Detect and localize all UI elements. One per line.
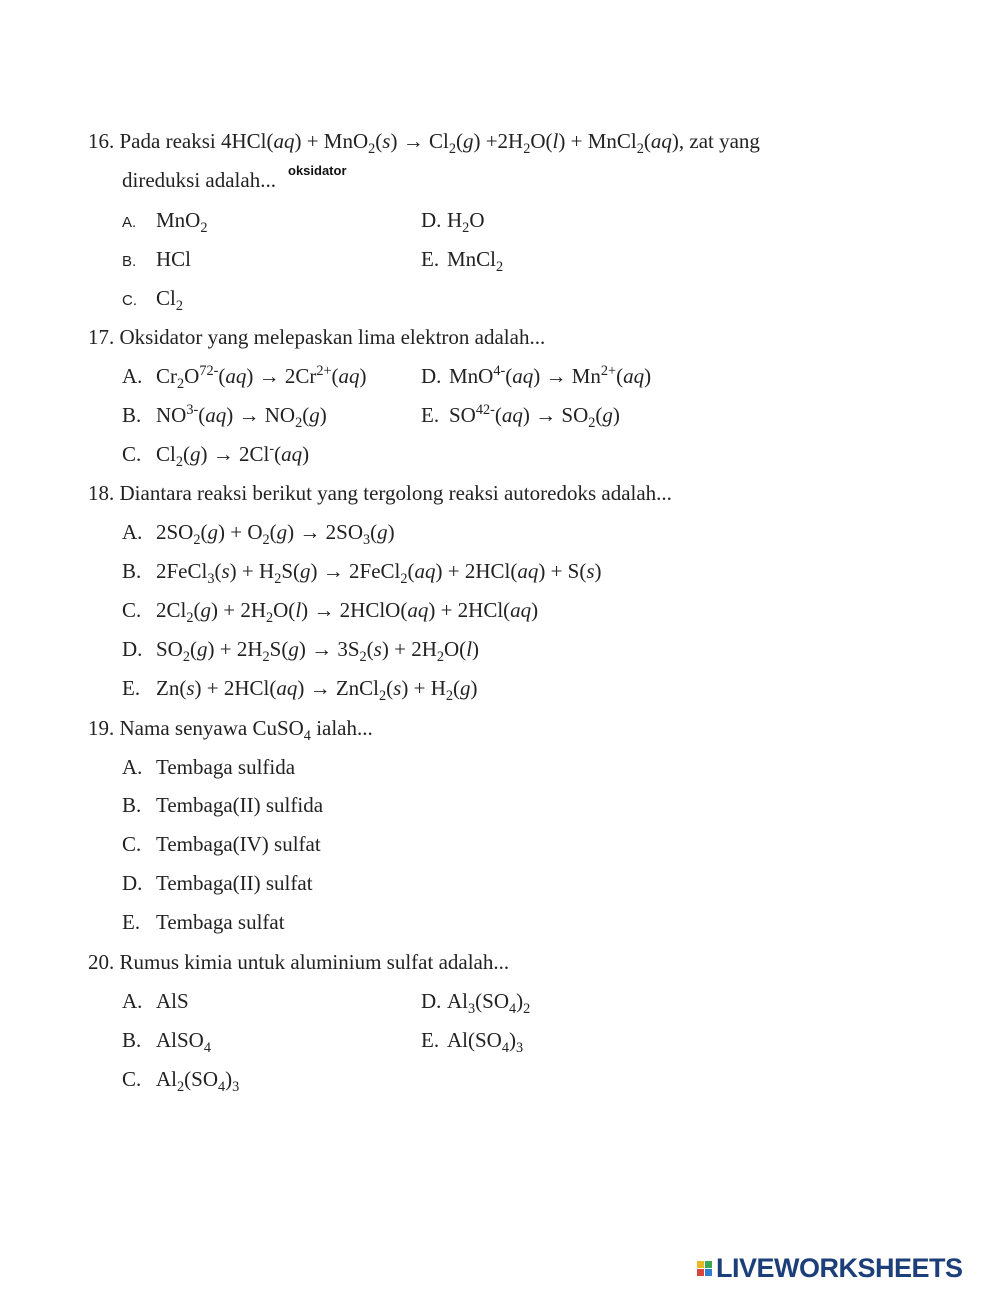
logo-block	[705, 1261, 712, 1268]
question-17-text: Oksidator yang melepaskan lima elektron adalah...	[119, 325, 546, 349]
option-letter: B.	[122, 403, 142, 427]
question-20-text: Rumus kimia untuk aluminium sulfat adalah...	[119, 950, 510, 974]
option-text: $Al(SO_4)_3$	[447, 1028, 524, 1057]
question-16-line-1	[88, 128, 760, 158]
option-letter: B.	[122, 559, 142, 583]
question-20	[88, 949, 509, 975]
question-18-number: 18.	[88, 481, 115, 505]
option-letter: A.	[122, 364, 143, 388]
option-text: $SO^{42-}(aq) \to SO_2(g)$	[449, 402, 620, 432]
option-text: 2FeCl$_3$(s) + $H_2S(g)$ → 2FeCl$_2$(aq) + 2HCl(aq) + S(s)	[156, 559, 602, 588]
q17-option-b[interactable]	[122, 402, 327, 432]
option-letter: D.	[122, 637, 143, 661]
option-text: $NO^{3-}(aq) \to NO_2(g)$	[156, 402, 327, 432]
logo-text: LIVEWORKSHEETS	[716, 1253, 963, 1283]
option-text: $MnO^{4-}(aq) \to Mn^{2+}(aq)$	[449, 363, 652, 388]
question-20-number: 20.	[88, 950, 115, 974]
option-text: Tembaga(IV) sulfat	[156, 832, 321, 856]
q18-option-e[interactable]	[122, 675, 478, 705]
option-text: $2Cl_2(g) + 2H_2O(l)$ → 2HClO(aq) + 2HCl(aq)	[156, 598, 539, 627]
option-letter: A.	[122, 755, 143, 779]
option-text: $Cr_2O^{72-}(aq) \to 2Cr^{2+}(aq)$	[156, 363, 367, 393]
q17-option-e[interactable]	[421, 402, 620, 432]
q20-option-a[interactable]	[122, 988, 189, 1014]
q16-option-c[interactable]	[122, 285, 183, 314]
logo-block	[697, 1261, 704, 1268]
option-text: AlS	[156, 989, 189, 1013]
question-19-text: Nama senyawa CuSO$_4$ ialah...	[119, 716, 373, 745]
option-text: AlSO$_4$	[156, 1028, 211, 1057]
option-letter: A.	[122, 214, 137, 231]
option-letter: D.	[421, 364, 442, 388]
option-letter: C.	[122, 1067, 142, 1091]
q20-option-c[interactable]	[122, 1066, 240, 1096]
question-18	[88, 480, 672, 506]
q19-option-a[interactable]	[122, 754, 295, 780]
option-letter: D.	[421, 989, 442, 1013]
q16-option-a[interactable]	[122, 207, 207, 236]
option-text: Zn(s) + 2HCl(aq) → ZnCl$_2$(s) + $H_2(g)$	[156, 676, 478, 705]
q18-option-a[interactable]	[122, 519, 395, 549]
option-letter: E.	[122, 910, 141, 934]
question-16-text-line-2: direduksi adalah...	[122, 168, 276, 192]
option-letter: D.	[122, 871, 143, 895]
q19-option-b[interactable]	[122, 792, 323, 818]
option-text: MnCl$_2$	[447, 247, 504, 276]
option-letter: D.	[421, 208, 442, 232]
option-text: HCl	[156, 247, 192, 271]
question-19-number: 19.	[88, 716, 115, 740]
option-letter: E.	[421, 247, 440, 271]
q19-option-c[interactable]	[122, 831, 321, 857]
option-text: MnO$_2$	[156, 208, 208, 237]
option-letter: C.	[122, 292, 137, 309]
question-19	[88, 715, 373, 745]
q16-option-e[interactable]	[421, 246, 504, 276]
option-letter: B.	[122, 253, 137, 270]
option-letter: C.	[122, 832, 142, 856]
question-16-line-2	[122, 167, 276, 193]
logo-block	[697, 1269, 704, 1276]
q17-option-a[interactable]	[122, 363, 367, 393]
option-text: $SO_2(g) + 2H_2S(g) \to 3S_2(s) + 2H_2O(l)$	[156, 637, 480, 666]
option-text: $2SO_2(g) + O_2(g) \to 2SO_3(g)$	[156, 520, 395, 549]
option-text: $H_2O$	[447, 208, 485, 237]
q20-option-b[interactable]	[122, 1027, 211, 1057]
option-text: $Al_3(SO_4)_2$	[447, 989, 531, 1018]
question-17	[88, 324, 545, 350]
liveworksheets-logo	[697, 1253, 963, 1284]
option-text: Tembaga(II) sulfida	[156, 793, 324, 817]
option-letter: B.	[122, 793, 142, 817]
logo-block	[705, 1269, 712, 1276]
q20-option-e[interactable]	[421, 1027, 524, 1057]
option-letter: A.	[122, 520, 143, 544]
option-letter: C.	[122, 598, 142, 622]
question-16-text-line-1: Pada reaksi $4HCl(aq) + MnO_2(s) \to Cl_2(g) +2H_2O(l)$ + MnCl$_2$(aq), zat yang	[119, 129, 760, 158]
option-text: Tembaga sulfida	[156, 755, 296, 779]
option-letter: A.	[122, 989, 143, 1013]
option-letter: E.	[421, 403, 440, 427]
q16-option-d[interactable]	[421, 207, 485, 237]
question-16-number: 16.	[88, 129, 115, 153]
handwritten-annotation: oksidator	[288, 163, 347, 178]
option-text: $Al_2(SO_4)_3$	[156, 1067, 240, 1096]
question-17-number: 17.	[88, 325, 115, 349]
q18-option-c[interactable]	[122, 597, 539, 627]
q18-option-d[interactable]	[122, 636, 480, 666]
logo-blocks-icon	[697, 1261, 712, 1276]
q16-option-b[interactable]	[122, 246, 191, 275]
q18-option-b[interactable]	[122, 558, 602, 588]
q20-option-d[interactable]	[421, 988, 531, 1018]
q17-option-d[interactable]	[421, 363, 651, 389]
option-text: Tembaga(II) sulfat	[156, 871, 313, 895]
option-letter: C.	[122, 442, 142, 466]
option-text: Tembaga sulfat	[156, 910, 285, 934]
question-18-text: Diantara reaksi berikut yang tergolong reaksi autoredoks adalah...	[119, 481, 672, 505]
q17-option-c[interactable]	[122, 441, 310, 471]
q19-option-d[interactable]	[122, 870, 313, 896]
option-letter: E.	[421, 1028, 440, 1052]
option-letter: B.	[122, 1028, 142, 1052]
option-text: $Cl_2(g) \to 2Cl^-(aq)$	[156, 441, 310, 471]
option-letter: E.	[122, 676, 141, 700]
option-text: $Cl_2$	[156, 286, 183, 315]
q19-option-e[interactable]	[122, 909, 285, 935]
